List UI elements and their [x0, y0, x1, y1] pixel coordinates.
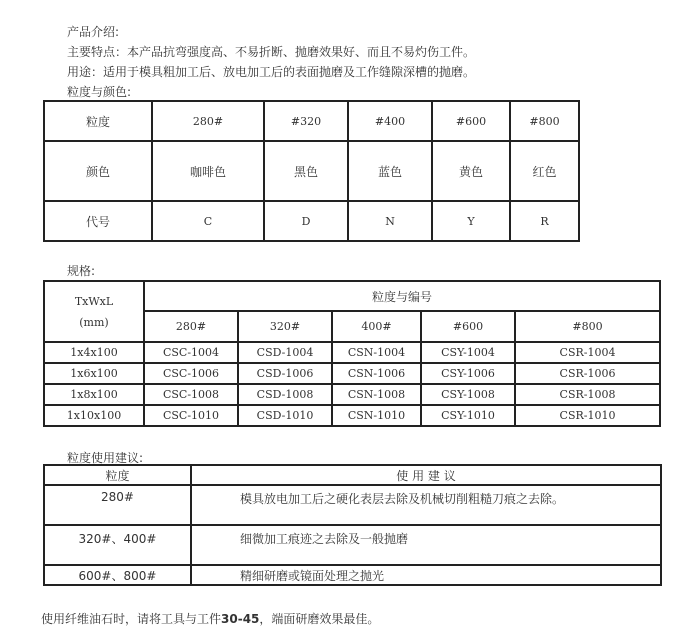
color-cell: 蓝色 [348, 141, 432, 201]
grit-header: 280# [144, 311, 238, 342]
code-cell: CSC-1006 [144, 363, 238, 384]
grit-header: #600 [421, 311, 515, 342]
table-row [44, 565, 661, 585]
code-cell: CSD-1010 [238, 405, 332, 426]
table-row [44, 141, 579, 201]
footer-angle: 30-45 [221, 612, 260, 626]
dimension-unit: (mm) [79, 315, 109, 329]
code-cell: CSD-1004 [238, 342, 332, 363]
row-label: 代号 [44, 201, 152, 241]
code-cell: CSY-1004 [421, 342, 515, 363]
grit-cell: #400 [348, 101, 432, 141]
code-cell: CSN-1008 [332, 384, 421, 405]
intro-usage: 用途：适用于模具粗加工后、放电加工后的表面抛磨及工作缝隙深槽的抛磨。 [67, 65, 476, 79]
dimension-label: TxWxL [74, 294, 114, 308]
code-cell: C [152, 201, 264, 241]
code-cell: CSC-1004 [144, 342, 238, 363]
code-cell: D [264, 201, 348, 241]
footer-note [41, 610, 379, 627]
grit-header: 320# [238, 311, 332, 342]
footer-prefix: 使用纤维油石时，请将工具与工件 [41, 612, 222, 626]
grit-column-header: 粒度 [44, 465, 191, 485]
grit-color-table [43, 100, 580, 242]
grit-header: #800 [515, 311, 660, 342]
code-cell: CSD-1008 [238, 384, 332, 405]
advice-text: 细微加工痕迹之去除及一般抛磨 [191, 525, 661, 565]
code-cell: CSY-1006 [421, 363, 515, 384]
color-cell: 红色 [510, 141, 579, 201]
row-label: 颜色 [44, 141, 152, 201]
spec-table [43, 280, 661, 427]
advice-text: 精细研磨或镜面处理之抛光 [191, 565, 661, 585]
code-cell: CSY-1008 [421, 384, 515, 405]
code-cell: CSN-1004 [332, 342, 421, 363]
intro-title: 产品介绍: [67, 25, 120, 39]
grit-cell: #320 [264, 101, 348, 141]
grit-color-heading: 粒度与颜色: [67, 85, 132, 99]
code-cell: R [510, 201, 579, 241]
table-row [44, 405, 660, 426]
size-cell: 1x4x100 [44, 342, 144, 363]
code-cell: CSC-1010 [144, 405, 238, 426]
intro-features: 主要特点：本产品抗弯强度高、不易折断、抛磨效果好、而且不易灼伤工件。 [67, 45, 476, 59]
table-row [44, 101, 579, 141]
code-cell: CSD-1006 [238, 363, 332, 384]
code-cell: Y [432, 201, 510, 241]
table-row [44, 201, 579, 241]
color-cell: 黄色 [432, 141, 510, 201]
group-header: 粒度与编号 [144, 281, 660, 311]
code-cell: N [348, 201, 432, 241]
table-row [44, 384, 660, 405]
code-cell: CSN-1010 [332, 405, 421, 426]
table-row [44, 281, 660, 311]
grit-cell: 600#、800# [44, 565, 191, 585]
color-cell: 咖啡色 [152, 141, 264, 201]
footer-suffix: ，端面研磨效果最佳。 [259, 612, 380, 626]
code-cell: CSN-1006 [332, 363, 421, 384]
grit-cell: #600 [432, 101, 510, 141]
code-cell: CSR-1010 [515, 405, 660, 426]
grit-cell: 280# [44, 485, 191, 525]
table-row [44, 363, 660, 384]
spec-heading: 规格: [67, 264, 96, 278]
advice-text: 模具放电加工后之硬化表层去除及机械切削粗糙刀痕之去除。 [191, 485, 661, 525]
table-row [44, 525, 661, 565]
advice-heading: 粒度使用建议: [67, 451, 144, 465]
row-label: 粒度 [44, 101, 152, 141]
grit-cell: 320#、400# [44, 525, 191, 565]
advice-table [43, 464, 662, 586]
code-cell: CSR-1004 [515, 342, 660, 363]
grit-cell: 280# [152, 101, 264, 141]
table-row [44, 465, 661, 485]
size-cell: 1x8x100 [44, 384, 144, 405]
table-row [44, 485, 661, 525]
grit-header: 400# [332, 311, 421, 342]
code-cell: CSR-1008 [515, 384, 660, 405]
table-row [44, 342, 660, 363]
code-cell: CSR-1006 [515, 363, 660, 384]
code-cell: CSY-1010 [421, 405, 515, 426]
grit-cell: #800 [510, 101, 579, 141]
dimension-header [44, 281, 144, 342]
size-cell: 1x10x100 [44, 405, 144, 426]
size-cell: 1x6x100 [44, 363, 144, 384]
advice-column-header: 使 用 建 议 [191, 465, 661, 485]
color-cell: 黑色 [264, 141, 348, 201]
code-cell: CSC-1008 [144, 384, 238, 405]
